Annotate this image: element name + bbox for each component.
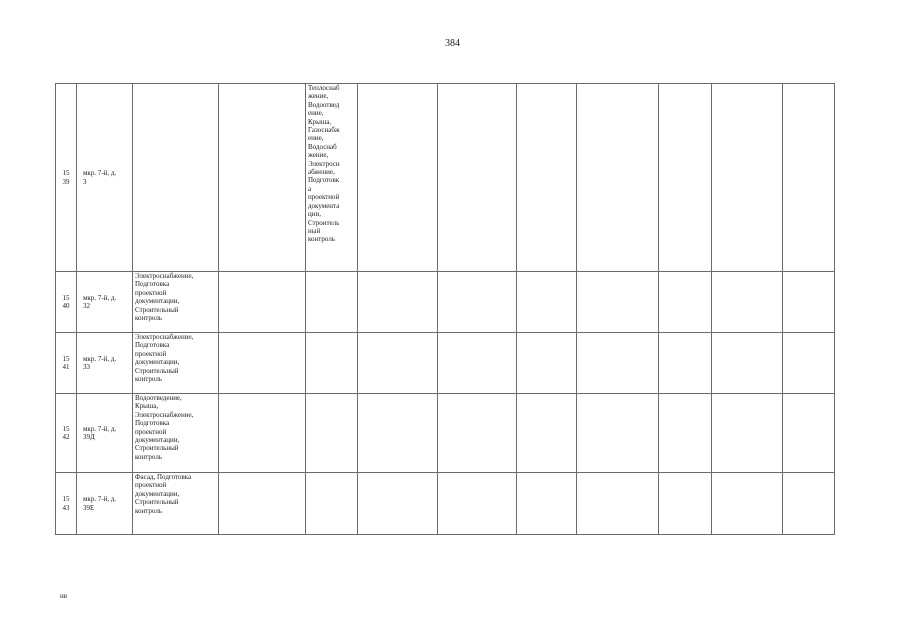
- empty-cell: [517, 394, 577, 473]
- cell-text-line: Строительный: [135, 305, 179, 314]
- cell-text-line: мкр. 7-й, д.: [83, 354, 117, 363]
- empty-cell: [783, 272, 835, 333]
- cell-text-line: абжение,: [308, 168, 335, 177]
- empty-cell: [712, 272, 783, 333]
- empty-cell: [712, 473, 783, 535]
- cell-text-line: документации,: [135, 358, 180, 367]
- cell-text-line: 3: [83, 177, 87, 186]
- address-cell: [77, 84, 133, 272]
- cell-text-line: документации,: [135, 297, 180, 306]
- empty-cell: [577, 272, 659, 333]
- table-row: [56, 333, 835, 394]
- works-narrow-cell: [306, 84, 358, 272]
- address-cell: [77, 333, 133, 394]
- empty-cell: [659, 272, 712, 333]
- row-number-part: 40: [62, 302, 70, 310]
- empty-cell: [783, 394, 835, 473]
- cell-text-line: Фасад, Подготовка: [135, 473, 192, 481]
- works-list-cell: [133, 473, 219, 535]
- row-number-part: 15: [62, 424, 70, 433]
- empty-cell: [577, 333, 659, 394]
- cell-text-line: проектной: [135, 481, 167, 490]
- cell-text-line: Строительный: [135, 444, 179, 453]
- empty-cell: [358, 473, 438, 535]
- cell-text-line: контроль: [135, 452, 163, 461]
- empty-cell: [219, 473, 306, 535]
- empty-cell: [358, 84, 438, 272]
- cell-text-line: Строительный: [135, 498, 179, 507]
- empty-cell: [438, 394, 517, 473]
- cell-text-line: Подготовка: [135, 280, 170, 289]
- row-number-cell: [56, 394, 77, 473]
- cell-text-line: Крыша,: [308, 117, 332, 126]
- cell-text-line: проектной: [135, 349, 167, 358]
- empty-cell: [577, 84, 659, 272]
- cell-text-line: Подготовка: [135, 419, 170, 428]
- cell-text-line: 39Е: [83, 503, 95, 512]
- empty-cell: [712, 394, 783, 473]
- cell-text-line: Электросн: [308, 159, 340, 168]
- cell-text-line: документации,: [135, 489, 180, 498]
- cell-text-line: 33: [83, 363, 90, 371]
- row-number-part: 15: [62, 354, 70, 363]
- works-narrow-cell: [306, 473, 358, 535]
- empty-cell: [219, 394, 306, 473]
- cell-text-line: жение,: [308, 92, 329, 101]
- cell-text-line: документации,: [135, 436, 180, 445]
- cell-text-line: контроль: [135, 506, 163, 515]
- cell-text-line: а: [308, 184, 312, 193]
- cell-text-line: ции,: [308, 210, 321, 219]
- cell-text-line: Крыша,: [135, 402, 159, 411]
- empty-cell: [358, 333, 438, 394]
- cell-text-line: Подготовк: [308, 176, 340, 185]
- works-table: [55, 83, 835, 535]
- empty-cell: [517, 272, 577, 333]
- cell-text-line: контроль: [135, 314, 163, 323]
- table-row: [56, 394, 835, 473]
- empty-cell: [517, 473, 577, 535]
- footer-mark: нв: [60, 592, 68, 600]
- cell-text-line: ение,: [308, 109, 324, 118]
- row-number-part: 41: [62, 363, 70, 371]
- empty-cell: [783, 473, 835, 535]
- table-row: [56, 84, 835, 272]
- row-number-cell: [56, 272, 77, 333]
- cell-text-line: Электроснабжение,: [135, 410, 194, 419]
- cell-text-line: Водоотведение,: [135, 394, 182, 402]
- row-number-part: 15: [62, 495, 70, 504]
- empty-cell: [358, 272, 438, 333]
- cell-text-line: ный: [308, 226, 321, 235]
- row-number-part: 15: [62, 293, 70, 302]
- cell-text-line: Теплоснаб: [308, 84, 340, 92]
- address-cell: [77, 473, 133, 535]
- cell-text-line: мкр. 7-й, д.: [83, 495, 117, 504]
- works-narrow-cell: [306, 272, 358, 333]
- empty-cell: [438, 84, 517, 272]
- empty-cell: [219, 333, 306, 394]
- cell-text-line: 39Д: [83, 433, 95, 441]
- works-narrow-cell: [306, 333, 358, 394]
- empty-cell: [517, 84, 577, 272]
- cell-text-line: Водоотвед: [308, 100, 340, 109]
- row-number-part: 42: [62, 433, 70, 441]
- empty-cell: [219, 84, 306, 272]
- cell-text-line: мкр. 7-й, д.: [83, 169, 117, 178]
- address-cell: [77, 394, 133, 473]
- works-list-cell: [133, 272, 219, 333]
- cell-text-line: проектной: [135, 288, 167, 297]
- cell-text-line: ение,: [308, 134, 324, 143]
- empty-cell: [438, 333, 517, 394]
- cell-text-line: мкр. 7-й, д.: [83, 424, 117, 433]
- cell-text-line: Строитель: [308, 218, 340, 227]
- cell-text-line: контроль: [308, 235, 336, 244]
- works-narrow-cell: [306, 394, 358, 473]
- cell-text-line: контроль: [135, 375, 163, 384]
- empty-cell: [712, 333, 783, 394]
- empty-cell: [659, 84, 712, 272]
- row-number-part: 39: [62, 177, 70, 186]
- cell-text-line: жение,: [308, 151, 329, 160]
- empty-cell: [358, 394, 438, 473]
- cell-text-line: Электроснабжение,: [135, 333, 194, 341]
- empty-cell: [438, 473, 517, 535]
- row-number-cell: [56, 84, 77, 272]
- table-row: [56, 272, 835, 333]
- cell-text-line: Строительный: [135, 366, 179, 375]
- row-number-part: 43: [62, 503, 70, 512]
- cell-text-line: проектной: [135, 427, 167, 436]
- empty-cell: [438, 272, 517, 333]
- empty-cell: [783, 84, 835, 272]
- row-number-cell: [56, 333, 77, 394]
- empty-cell: [659, 333, 712, 394]
- row-number-part: 15: [62, 169, 70, 178]
- address-cell: [77, 272, 133, 333]
- empty-cell: [783, 333, 835, 394]
- works-list-cell: [133, 333, 219, 394]
- empty-cell: [577, 473, 659, 535]
- empty-cell: [577, 394, 659, 473]
- empty-cell: [219, 272, 306, 333]
- cell-text-line: проектной: [308, 193, 340, 202]
- row-number-cell: [56, 473, 77, 535]
- works-list-cell: [133, 84, 219, 272]
- empty-cell: [659, 473, 712, 535]
- page-number: 384: [445, 38, 460, 49]
- works-list-cell: [133, 394, 219, 473]
- cell-text-line: документа: [308, 201, 340, 210]
- empty-cell: [517, 333, 577, 394]
- cell-text-line: Подготовка: [135, 341, 170, 350]
- table-row: [56, 473, 835, 535]
- empty-cell: [659, 394, 712, 473]
- cell-text-line: Электроснабжение,: [135, 272, 194, 280]
- cell-text-line: мкр. 7-й, д.: [83, 293, 117, 302]
- cell-text-line: Газоснабж: [308, 126, 340, 135]
- empty-cell: [712, 84, 783, 272]
- cell-text-line: 32: [83, 302, 90, 310]
- cell-text-line: Водоснаб: [308, 142, 337, 151]
